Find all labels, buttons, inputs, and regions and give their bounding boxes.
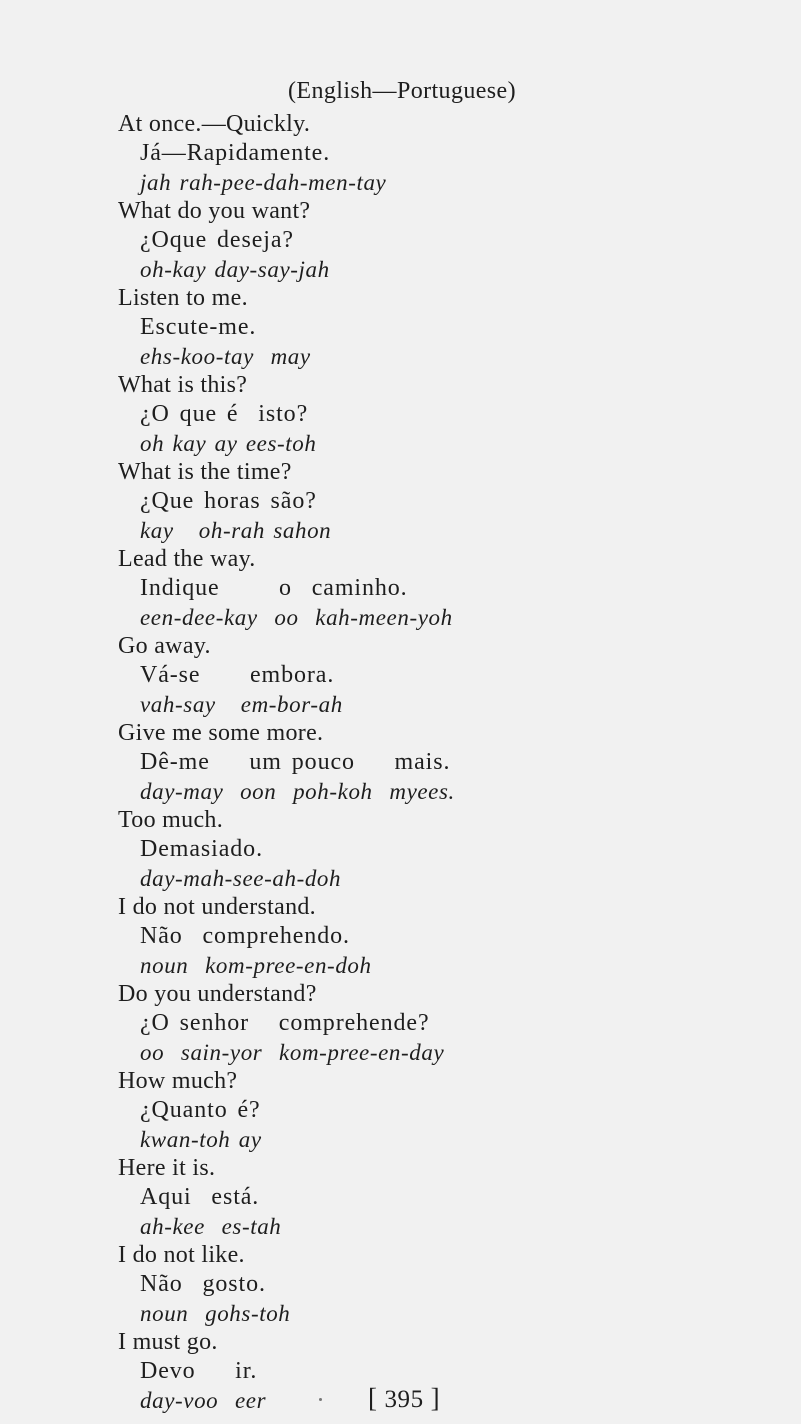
english-phrase: What is the time? [118,459,292,485]
pronunciation: oh-kay day-say-jah [140,257,330,282]
portuguese-phrase: Dê-me um pouco mais. [140,749,451,775]
folio-close-bracket: ] [430,1383,441,1413]
page-number [368,1383,440,1414]
pronunciation: day-mah-see-ah-doh [140,866,342,891]
pronunciation: day-voo eer [140,1388,267,1413]
pronunciation: oh kay ay ees-toh [140,431,317,456]
english-phrase: What is this? [118,372,248,398]
phrase-entry [118,1154,758,1241]
portuguese-phrase: Já—Rapidamente. [140,140,331,166]
english-phrase: How much? [118,1068,238,1094]
portuguese-phrase: Não comprehendo. [140,923,350,949]
phrase-entry [118,632,758,719]
phrase-entry [118,110,758,197]
portuguese-phrase: ¿Que horas são? [140,488,317,514]
pronunciation: kay oh-rah sahon [140,518,332,543]
pronunciation: een-dee-kay oo kah-meen-yoh [140,605,453,630]
portuguese-phrase: Demasiado. [140,836,263,862]
pronunciation: kwan-toh ay [140,1127,262,1152]
english-phrase: Do you understand? [118,981,317,1007]
english-phrase: Give me some more. [118,720,324,746]
english-phrase: Lead the way. [118,546,256,572]
pronunciation: vah-say em-bor-ah [140,692,343,717]
phrase-list [118,110,758,1415]
phrase-entry [118,545,758,632]
portuguese-phrase: Escute-me. [140,314,257,340]
english-phrase: I must go. [118,1329,218,1355]
ink-speck [319,1398,322,1401]
english-phrase: I do not like. [118,1242,245,1268]
portuguese-phrase: ¿O que é isto? [140,401,309,427]
phrase-entry [118,980,758,1067]
english-phrase: Here it is. [118,1155,216,1181]
pronunciation: ehs-koo-tay may [140,344,311,369]
phrase-entry [118,458,758,545]
english-phrase: What do you want? [118,198,311,224]
english-phrase: I do not understand. [118,894,316,920]
phrase-entry [118,1067,758,1154]
pronunciation: ah-kee es-tah [140,1214,282,1239]
page-header: (English—Portuguese) [288,78,516,104]
english-phrase: Too much. [118,807,224,833]
portuguese-phrase: Indique o caminho. [140,575,408,601]
portuguese-phrase: Aqui está. [140,1184,260,1210]
portuguese-phrase: Devo ir. [140,1358,258,1384]
phrase-entry [118,1241,758,1328]
folio-open-bracket: [ [368,1383,378,1413]
portuguese-phrase: ¿Oque deseja? [140,227,294,253]
portuguese-phrase: Não gosto. [140,1271,266,1297]
english-phrase: Go away. [118,633,211,659]
english-phrase: At once.—Quickly. [118,111,311,137]
phrase-entry [118,284,758,371]
pronunciation: noun gohs-toh [140,1301,291,1326]
pronunciation: oo sain-yor kom-pree-en-day [140,1040,445,1065]
page-number-value: 395 [384,1386,424,1413]
phrase-entry [118,371,758,458]
phrase-entry [118,893,758,980]
portuguese-phrase: Vá-se embora. [140,662,335,688]
portuguese-phrase: ¿Quanto é? [140,1097,261,1123]
phrase-entry [118,719,758,806]
pronunciation: noun kom-pree-en-doh [140,953,372,978]
pronunciation: day-may oon poh-koh myees. [140,779,455,804]
english-phrase: Listen to me. [118,285,248,311]
pronunciation: jah rah-pee-dah-men-tay [140,170,387,195]
phrase-entry [118,806,758,893]
portuguese-phrase: ¿O senhor comprehende? [140,1010,430,1036]
phrase-entry [118,197,758,284]
